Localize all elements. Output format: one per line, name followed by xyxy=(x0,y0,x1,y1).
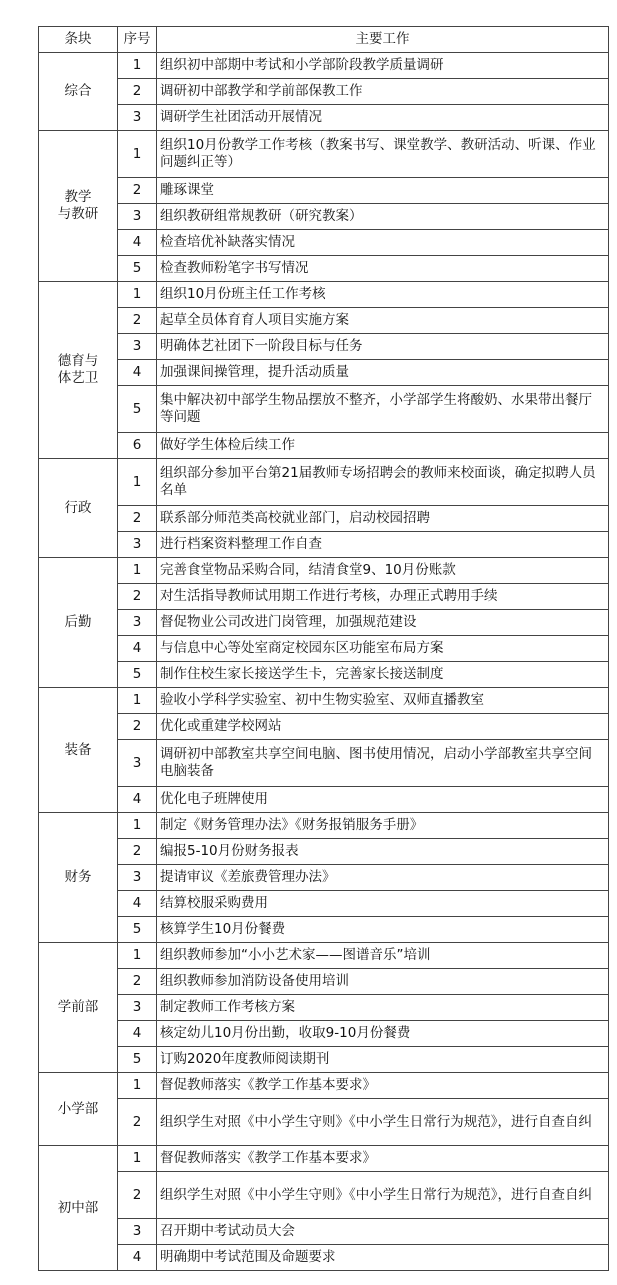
table-body xyxy=(39,53,609,1271)
item-number: 3 xyxy=(118,865,157,891)
table-row xyxy=(39,558,609,584)
table-row xyxy=(39,1172,609,1219)
table-row xyxy=(39,688,609,714)
table-row xyxy=(39,53,609,79)
table-row xyxy=(39,256,609,282)
item-number: 1 xyxy=(118,459,157,506)
task-text: 调研初中部教学和学前部保教工作 xyxy=(157,79,609,105)
item-number: 3 xyxy=(118,995,157,1021)
table-row xyxy=(39,1073,609,1099)
table-row xyxy=(39,995,609,1021)
item-number: 5 xyxy=(118,917,157,943)
table-row xyxy=(39,1146,609,1172)
header-task: 主要工作 xyxy=(157,27,609,53)
table-row xyxy=(39,969,609,995)
table-row xyxy=(39,105,609,131)
task-text: 做好学生体检后续工作 xyxy=(157,433,609,459)
task-text: 组织学生对照《中小学生守则》《中小学生日常行为规范》，进行自查自纠 xyxy=(157,1099,609,1146)
table-row xyxy=(39,334,609,360)
task-text: 编报5-10月份财务报表 xyxy=(157,839,609,865)
table-row xyxy=(39,204,609,230)
item-number: 5 xyxy=(118,256,157,282)
item-number: 4 xyxy=(118,1245,157,1271)
task-text: 组织初中部期中考试和小学部阶段教学质量调研 xyxy=(157,53,609,79)
table-row xyxy=(39,386,609,433)
item-number: 1 xyxy=(118,53,157,79)
task-text: 优化或重建学校网站 xyxy=(157,714,609,740)
table-row xyxy=(39,506,609,532)
item-number: 1 xyxy=(118,282,157,308)
table-row xyxy=(39,360,609,386)
item-number: 1 xyxy=(118,131,157,178)
item-number: 3 xyxy=(118,334,157,360)
category-cell: 财务 xyxy=(39,813,118,943)
item-number: 3 xyxy=(118,204,157,230)
category-cell: 综合 xyxy=(39,53,118,131)
item-number: 2 xyxy=(118,839,157,865)
category-cell xyxy=(39,282,118,459)
task-text: 组织教师参加消防设备使用培训 xyxy=(157,969,609,995)
item-number: 1 xyxy=(118,688,157,714)
table-row xyxy=(39,79,609,105)
task-text: 督促教师落实《教学工作基本要求》 xyxy=(157,1073,609,1099)
header-row xyxy=(39,27,609,53)
table-row xyxy=(39,584,609,610)
item-number: 4 xyxy=(118,636,157,662)
task-text: 检查教师粉笔字书写情况 xyxy=(157,256,609,282)
task-text: 优化电子班牌使用 xyxy=(157,787,609,813)
item-number: 3 xyxy=(118,740,157,787)
table-row xyxy=(39,891,609,917)
table-row xyxy=(39,662,609,688)
item-number: 1 xyxy=(118,813,157,839)
table-row xyxy=(39,943,609,969)
table-row xyxy=(39,178,609,204)
table-row xyxy=(39,1021,609,1047)
table-row xyxy=(39,459,609,506)
header-category: 条块 xyxy=(39,27,118,53)
category-cell: 装备 xyxy=(39,688,118,813)
table-row xyxy=(39,1219,609,1245)
item-number: 2 xyxy=(118,969,157,995)
table-row xyxy=(39,787,609,813)
item-number: 1 xyxy=(118,558,157,584)
table-row xyxy=(39,1245,609,1271)
task-text: 对生活指导教师试用期工作进行考核，办理正式聘用手续 xyxy=(157,584,609,610)
table-row xyxy=(39,865,609,891)
header-number: 序号 xyxy=(118,27,157,53)
category-cell: 后勤 xyxy=(39,558,118,688)
item-number: 2 xyxy=(118,308,157,334)
task-text: 加强课间操管理，提升活动质量 xyxy=(157,360,609,386)
table-row xyxy=(39,636,609,662)
table-row xyxy=(39,532,609,558)
table-row xyxy=(39,839,609,865)
item-number: 2 xyxy=(118,178,157,204)
item-number: 2 xyxy=(118,1172,157,1219)
category-line: 体艺卫 xyxy=(57,370,99,386)
table-row xyxy=(39,813,609,839)
task-text: 核定幼儿10月份出勤，收取9-10月份餐费 xyxy=(157,1021,609,1047)
category-line: 与教研 xyxy=(57,206,99,222)
item-number: 1 xyxy=(118,1146,157,1172)
item-number: 4 xyxy=(118,891,157,917)
item-number: 5 xyxy=(118,386,157,433)
task-text: 联系部分师范类高校就业部门，启动校园招聘 xyxy=(157,506,609,532)
task-text: 组织10月份班主任工作考核 xyxy=(157,282,609,308)
table-row xyxy=(39,282,609,308)
table-row xyxy=(39,917,609,943)
item-number: 3 xyxy=(118,610,157,636)
category-line: 德育与 xyxy=(57,353,99,369)
item-number: 2 xyxy=(118,584,157,610)
task-text: 制作住校生家长接送学生卡，完善家长接送制度 xyxy=(157,662,609,688)
task-text: 召开期中考试动员大会 xyxy=(157,1219,609,1245)
item-number: 1 xyxy=(118,943,157,969)
item-number: 2 xyxy=(118,79,157,105)
task-text: 结算校服采购费用 xyxy=(157,891,609,917)
item-number: 5 xyxy=(118,1047,157,1073)
item-number: 2 xyxy=(118,714,157,740)
table-row xyxy=(39,1047,609,1073)
task-text: 集中解决初中部学生物品摆放不整齐，小学部学生将酸奶、水果带出餐厅等问题 xyxy=(157,386,609,433)
table-row xyxy=(39,433,609,459)
table-row xyxy=(39,610,609,636)
category-cell: 行政 xyxy=(39,459,118,558)
table-row xyxy=(39,308,609,334)
task-text: 督促教师落实《教学工作基本要求》 xyxy=(157,1146,609,1172)
category-line: 教学 xyxy=(64,189,92,205)
task-text: 制定《财务管理办法》《财务报销服务手册》 xyxy=(157,813,609,839)
item-number: 4 xyxy=(118,230,157,256)
task-text: 组织10月份教学工作考核（教案书写、课堂教学、教研活动、听课、作业问题纠正等） xyxy=(157,131,609,178)
category-cell: 初中部 xyxy=(39,1146,118,1271)
task-text: 调研初中部教室共享空间电脑、图书使用情况，启动小学部教室共享空间电脑装备 xyxy=(157,740,609,787)
category-cell: 小学部 xyxy=(39,1073,118,1146)
task-text: 检查培优补缺落实情况 xyxy=(157,230,609,256)
task-text: 组织教研组常规教研（研究教案） xyxy=(157,204,609,230)
task-text: 明确体艺社团下一阶段目标与任务 xyxy=(157,334,609,360)
task-text: 明确期中考试范围及命题要求 xyxy=(157,1245,609,1271)
category-cell: 学前部 xyxy=(39,943,118,1073)
item-number: 2 xyxy=(118,1099,157,1146)
task-text: 完善食堂物品采购合同，结清食堂9、10月份账款 xyxy=(157,558,609,584)
table-row xyxy=(39,714,609,740)
task-text: 与信息中心等处室商定校园东区功能室布局方案 xyxy=(157,636,609,662)
task-text: 订购2020年度教师阅读期刊 xyxy=(157,1047,609,1073)
task-text: 雕琢课堂 xyxy=(157,178,609,204)
item-number: 4 xyxy=(118,360,157,386)
item-number: 3 xyxy=(118,1219,157,1245)
task-text: 验收小学科学实验室、初中生物实验室、双师直播教室 xyxy=(157,688,609,714)
work-plan-table xyxy=(38,26,609,1271)
table-row xyxy=(39,131,609,178)
table-row xyxy=(39,230,609,256)
task-text: 进行档案资料整理工作自查 xyxy=(157,532,609,558)
item-number: 1 xyxy=(118,1073,157,1099)
table-row xyxy=(39,1099,609,1146)
task-text: 组织教师参加“小小艺术家——图谱音乐”培训 xyxy=(157,943,609,969)
table-row xyxy=(39,740,609,787)
item-number: 4 xyxy=(118,787,157,813)
item-number: 3 xyxy=(118,532,157,558)
item-number: 2 xyxy=(118,506,157,532)
task-text: 起草全员体育育人项目实施方案 xyxy=(157,308,609,334)
task-text: 提请审议《差旅费管理办法》 xyxy=(157,865,609,891)
task-text: 核算学生10月份餐费 xyxy=(157,917,609,943)
item-number: 3 xyxy=(118,105,157,131)
task-text: 组织部分参加平台第21届教师专场招聘会的教师来校面谈，确定拟聘人员名单 xyxy=(157,459,609,506)
task-text: 调研学生社团活动开展情况 xyxy=(157,105,609,131)
task-text: 督促物业公司改进门岗管理，加强规范建设 xyxy=(157,610,609,636)
task-text: 制定教师工作考核方案 xyxy=(157,995,609,1021)
item-number: 6 xyxy=(118,433,157,459)
item-number: 5 xyxy=(118,662,157,688)
item-number: 4 xyxy=(118,1021,157,1047)
category-cell xyxy=(39,131,118,282)
task-text: 组织学生对照《中小学生守则》《中小学生日常行为规范》，进行自查自纠 xyxy=(157,1172,609,1219)
